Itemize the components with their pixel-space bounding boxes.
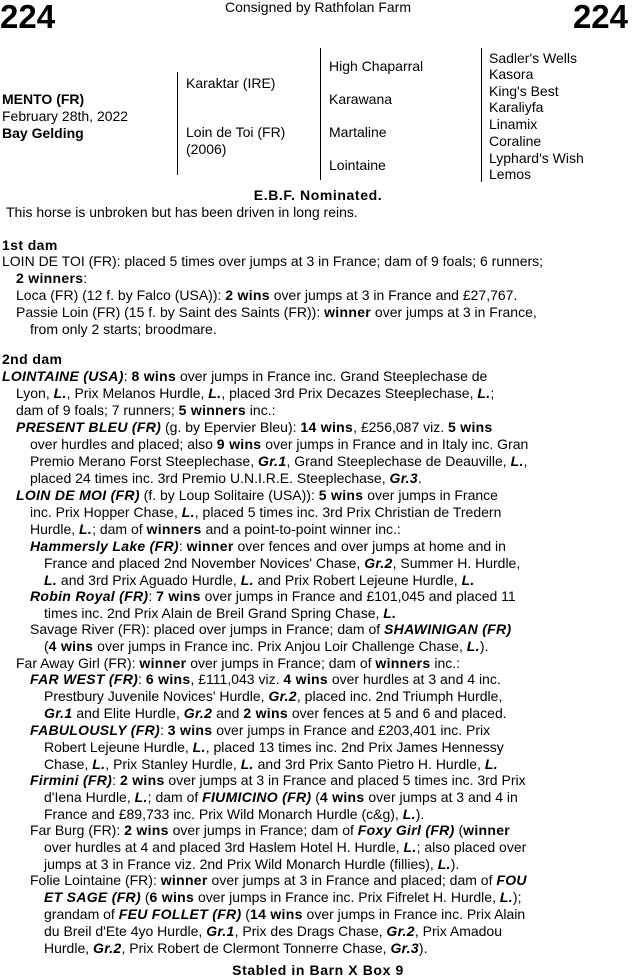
pedigree-gen2: Lointaine — [329, 157, 386, 173]
pedigree-gen3: Lemos — [489, 166, 532, 182]
pedigree-gen3: Linamix — [489, 116, 538, 132]
lot-number-right: 224 — [572, 0, 628, 35]
pedigree-gen3: Karaliyfa — [489, 99, 544, 115]
pedigree-gen2: Martaline — [329, 124, 387, 140]
horse-name: MENTO (FR) — [2, 91, 85, 107]
pedigree-gen3: Coraline — [489, 133, 542, 149]
pedigree-gen3: King's Best — [489, 83, 559, 99]
third-gen-foal: Folie Lointaine (FR): winner over jumps at 3 in France and placed; dam of FOU ET SAGE (FR) (6 wins over jumps in France inc. Prix Fifrelet H. Hurdle, L.); grandam of FEU FOLLET (FR) (14 wins over jumps in France inc. Prix Alain du Breil d'Ete 4yo Hurdle, Gr.1, Prix des Drags Chase, Gr.2, Prix Amadou Hurdle, Gr.2, Prix Robert de Clermont Tonnerre Chase, Gr.3). — [30, 872, 527, 956]
first-dam-foal: Loca (FR) (12 f. by Falco (USA)): 2 wins over jumps at 3 in France and £27,767. — [16, 287, 518, 303]
horse-description: Bay Gelding — [2, 125, 84, 141]
first-dam-paragraph: LOIN DE TOI (FR): placed 5 times over jumps at 3 in France; dam of 9 foals; 6 runners; 2 winners: — [2, 253, 544, 286]
third-gen-foal: Far Burg (FR): 2 wins over jumps in France; dam of Foxy Girl (FR) (winner over hurdles at 4 and placed 3rd Haslem Hotel H. Hurdle, L.; also placed over jumps at 3 in France viz. 2nd Prix Wild Monarch Hurdle (fillies), L.). — [30, 822, 527, 872]
pedigree-gen3: Kasora — [489, 66, 534, 82]
pedigree-divider — [177, 72, 178, 175]
third-gen-foal: Savage River (FR): placed over jumps in France; dam of SHAWINIGAN (FR) (4 wins over jumps in France inc. Prix Anjou Loir Challenge Chase, L.). — [30, 621, 512, 654]
third-gen-foal: Firmini (FR): 2 wins over jumps at 3 in France and placed 5 times inc. 3rd Prix d'Iena Hurdle, L.; dam of FIUMICINO (FR) (4 wins over jumps at 3 and 4 in France and £89,733 inc. Prix Wild Monarch Hurdle (c&g), L.). — [30, 772, 526, 822]
pedigree-dam: Loin de Toi (FR) — [186, 124, 286, 140]
horse-note: This horse is unbroken but has been driven in long reins. — [6, 204, 358, 220]
second-dam-paragraph: LOINTAINE (USA): 8 wins over jumps in France inc. Grand Steeplechase de Lyon, L., Prix Melanos Hurdle, L., placed 3rd Prix Decazes Steeplechase, L.; dam of 9 foals; 7 runners; 5 winners inc.: — [2, 368, 495, 418]
third-gen-foal: FAR WEST (FR): 6 wins, £111,043 viz. 4 wins over hurdles at 3 and 4 inc. Prestbury Juvenile Novices' Hurdle, Gr.2, placed inc. 2nd Triumph Hurdle, Gr.1 and Elite Hurdle, Gr.2 and 2 wins over fences at 5 and 6 and placed. — [30, 671, 507, 721]
pedigree-divider — [481, 48, 482, 182]
consignor: Consigned by Rathfolan Farm — [225, 0, 411, 15]
first-dam-heading: 1st dam — [2, 237, 58, 253]
horse-foaled: February 28th, 2022 — [2, 108, 129, 124]
second-dam-foal: PRESENT BLEU (FR) (g. by Epervier Bleu): 14 wins, £256,087 viz. 5 wins over hurdles and placed; also 9 wins over jumps in France and in Italy inc. Gran Premio Merano Forst Steeplechase, Gr.1, Grand Steeplechase de Deauville, L., placed 24 times inc. 3rd Premio U.N.I.R.E. Steeplechase, Gr.3. — [16, 419, 529, 486]
stabling-info: Stabled in Barn X Box 9 — [232, 962, 404, 978]
third-gen-foal: Robin Royal (FR): 7 wins over jumps in France and £101,045 and placed 11 times inc. 2nd Prix Alain de Breil Grand Spring Chase, L. — [30, 588, 516, 621]
pedigree-dam-year: (2006) — [186, 141, 227, 157]
third-gen-foal: FABULOUSLY (FR): 3 wins over jumps in France and £203,401 inc. Prix Robert Lejeune Hurdle, L., placed 13 times inc. 2nd Prix James Hennessy Chase, L., Prix Stanley Hurdle, L. and 3rd Prix Santo Pietro H. Hurdle, L. — [30, 722, 504, 772]
pedigree-gen3: Sadler's Wells — [489, 50, 577, 66]
pedigree-sire: Karaktar (IRE) — [186, 75, 276, 91]
pedigree-gen2: Karawana — [329, 91, 393, 107]
third-gen-foal: Hammersly Lake (FR): winner over fences and over jumps at home and in France and placed 2nd November Novices' Chase, Gr.2, Summer H. Hurdle, L. and 3rd Prix Aguado Hurdle, L. and Prix Robert Lejeune Hurdle, L. — [30, 538, 521, 588]
lot-number-left: 224 — [0, 0, 56, 35]
pedigree-gen2: High Chaparral — [329, 58, 424, 74]
first-dam-foal: Passie Loin (FR) (15 f. by Saint des Saints (FR)): winner over jumps at 3 in France, from only 2 starts; broodmare. — [16, 304, 537, 337]
second-dam-foal: LOIN DE MOI (FR) (f. by Loup Solitaire (USA)): 5 wins over jumps in France inc. Prix Hopper Chase, L., placed 5 times inc. 3rd Prix Christian de Tredern Hurdle, L.; dam of winners and a point-to-point winner inc.: — [16, 487, 502, 537]
pedigree-gen3: Lyphard's Wish — [489, 150, 584, 166]
second-dam-heading: 2nd dam — [2, 351, 63, 367]
ebf-nominated: E.B.F. Nominated. — [253, 187, 383, 203]
second-dam-foal: Far Away Girl (FR): winner over jumps in France; dam of winners inc.: — [16, 655, 461, 671]
pedigree-divider — [320, 48, 321, 180]
